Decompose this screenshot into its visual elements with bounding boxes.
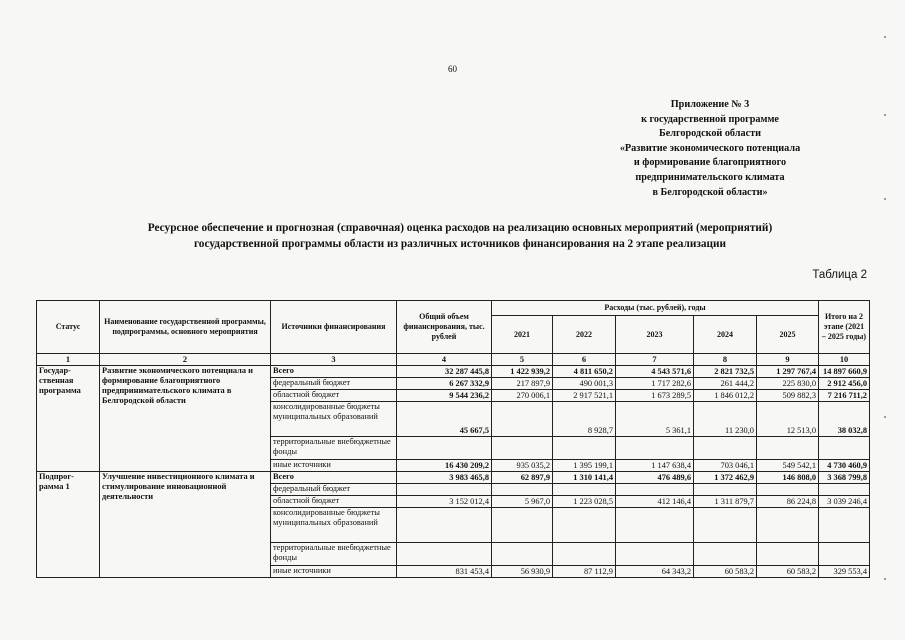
year-value-cell xyxy=(694,543,757,566)
year-value-cell: 1 846 012,2 xyxy=(694,390,757,402)
column-number: 4 xyxy=(397,354,492,366)
source-cell: территориальные внебюджетные фонды xyxy=(271,437,397,460)
year-value-cell xyxy=(492,508,553,543)
source-cell: консолидированные бюджеты муниципальных образований xyxy=(271,508,397,543)
stage-total-cell: 3 039 246,4 xyxy=(819,496,870,508)
column-number-row xyxy=(37,354,870,366)
header-source: Источники финансирования xyxy=(271,301,397,354)
year-value-cell xyxy=(553,543,616,566)
source-cell: иные источники xyxy=(271,566,397,578)
total-value-cell: 6 267 332,9 xyxy=(397,378,492,390)
header-year: 2021 xyxy=(492,316,553,354)
stage-total-cell: 4 730 460,9 xyxy=(819,460,870,472)
year-value-cell: 703 046,1 xyxy=(694,460,757,472)
table-row xyxy=(37,472,870,484)
year-value-cell xyxy=(492,402,553,437)
total-value-cell: 831 453,4 xyxy=(397,566,492,578)
year-value-cell xyxy=(553,508,616,543)
header-total: Общий объем финансирования, тыс. рублей xyxy=(397,301,492,354)
year-value-cell xyxy=(553,437,616,460)
year-value-cell xyxy=(492,437,553,460)
year-value-cell: 1 223 028,5 xyxy=(553,496,616,508)
scan-speck xyxy=(884,198,886,200)
year-value-cell xyxy=(757,437,819,460)
total-value-cell: 45 667,5 xyxy=(397,402,492,437)
year-value-cell: 2 821 732,5 xyxy=(694,366,757,378)
appendix-line: «Развитие экономического потенциала xyxy=(619,142,801,154)
column-number: 2 xyxy=(100,354,271,366)
year-value-cell: 412 146,4 xyxy=(616,496,694,508)
column-number: 1 xyxy=(37,354,100,366)
year-value-cell: 261 444,2 xyxy=(694,378,757,390)
stage-total-cell: 329 553,4 xyxy=(819,566,870,578)
year-value-cell: 5 361,1 xyxy=(616,402,694,437)
total-value-cell xyxy=(397,508,492,543)
appendix-line: и формирование благоприятного xyxy=(633,157,787,169)
year-value-cell: 4 811 650,2 xyxy=(553,366,616,378)
scan-speck xyxy=(884,578,886,580)
total-value-cell xyxy=(397,484,492,496)
page-number: 60 xyxy=(448,64,457,74)
year-value-cell xyxy=(616,437,694,460)
total-value-cell: 16 430 209,2 xyxy=(397,460,492,472)
year-value-cell xyxy=(694,508,757,543)
header-stage-total: Итого на 2 этапе (2021 – 2025 годы) xyxy=(819,301,870,354)
year-value-cell: 509 882,3 xyxy=(757,390,819,402)
header-status: Статус xyxy=(37,301,100,354)
year-value-cell: 225 830,0 xyxy=(757,378,819,390)
year-value-cell: 8 928,7 xyxy=(553,402,616,437)
header-expenses: Расходы (тыс. рублей), годы xyxy=(492,301,819,316)
column-number: 6 xyxy=(553,354,616,366)
year-value-cell xyxy=(616,484,694,496)
stage-total-cell xyxy=(819,508,870,543)
stage-total-cell xyxy=(819,484,870,496)
source-cell: консолидированные бюджеты муниципальных образований xyxy=(271,402,397,437)
year-value-cell: 86 224,8 xyxy=(757,496,819,508)
source-cell: Всего xyxy=(271,366,397,378)
header-name: Наименование государственной программы, подпрограммы, основного мероприятия xyxy=(100,301,271,354)
year-value-cell xyxy=(694,484,757,496)
stage-total-cell: 38 032,8 xyxy=(819,402,870,437)
year-value-cell: 56 930,9 xyxy=(492,566,553,578)
total-value-cell xyxy=(397,543,492,566)
total-value-cell: 3 983 465,8 xyxy=(397,472,492,484)
appendix-heading xyxy=(560,98,860,200)
year-value-cell: 1 717 282,6 xyxy=(616,378,694,390)
year-value-cell: 87 112,9 xyxy=(553,566,616,578)
header-year: 2022 xyxy=(553,316,616,354)
column-number: 10 xyxy=(819,354,870,366)
appendix-line: Белгородской области xyxy=(659,128,761,140)
year-value-cell: 217 897,9 xyxy=(492,378,553,390)
funding-table xyxy=(36,300,870,578)
source-cell: иные источники xyxy=(271,460,397,472)
year-value-cell: 549 542,1 xyxy=(757,460,819,472)
stage-total-cell: 14 897 660,9 xyxy=(819,366,870,378)
header-year: 2023 xyxy=(616,316,694,354)
year-value-cell: 60 583,2 xyxy=(757,566,819,578)
source-cell: территориальные внебюджетные фонды xyxy=(271,543,397,566)
header-year: 2024 xyxy=(694,316,757,354)
year-value-cell: 935 035,2 xyxy=(492,460,553,472)
status-cell: Государ-ственная программа xyxy=(37,366,100,472)
year-value-cell xyxy=(757,484,819,496)
year-value-cell: 12 513,0 xyxy=(757,402,819,437)
total-value-cell: 32 287 445,8 xyxy=(397,366,492,378)
program-name-cell: Развитие экономического потенциала и формирование благоприятного предпринимательского климата в Белгородской области xyxy=(100,366,271,472)
year-value-cell: 1 311 879,7 xyxy=(694,496,757,508)
scan-speck xyxy=(884,114,886,116)
appendix-line: к государственной программе xyxy=(641,113,779,125)
year-value-cell xyxy=(757,508,819,543)
source-cell: областной бюджет xyxy=(271,390,397,402)
total-value-cell: 3 152 012,4 xyxy=(397,496,492,508)
column-number: 8 xyxy=(694,354,757,366)
year-value-cell: 146 808,0 xyxy=(757,472,819,484)
stage-total-cell xyxy=(819,543,870,566)
year-value-cell: 1 147 638,4 xyxy=(616,460,694,472)
source-cell: областной бюджет xyxy=(271,496,397,508)
scan-speck xyxy=(884,416,886,418)
year-value-cell: 1 395 199,1 xyxy=(553,460,616,472)
year-value-cell: 1 422 939,2 xyxy=(492,366,553,378)
status-cell: Подпрог-рамма 1 xyxy=(37,472,100,578)
year-value-cell xyxy=(492,543,553,566)
appendix-line: в Белгородской области» xyxy=(652,186,768,198)
year-value-cell: 62 897,9 xyxy=(492,472,553,484)
year-value-cell: 490 001,3 xyxy=(553,378,616,390)
year-value-cell xyxy=(553,484,616,496)
year-value-cell: 476 489,6 xyxy=(616,472,694,484)
year-value-cell: 64 343,2 xyxy=(616,566,694,578)
stage-total-cell: 2 912 456,0 xyxy=(819,378,870,390)
header-year: 2025 xyxy=(757,316,819,354)
appendix-line: предпринимательского климата xyxy=(635,171,785,183)
source-cell: Всего xyxy=(271,472,397,484)
title-line: Ресурсное обеспечение и прогнозная (справочная) оценка расходов на реализацию основных мероприятий (мероприятий) xyxy=(147,222,773,234)
column-number: 9 xyxy=(757,354,819,366)
year-value-cell xyxy=(492,484,553,496)
title-line: государственной программы области из различных источников финансирования на 2 этапе реализации xyxy=(193,238,727,250)
program-name-cell: Улучшение инвестиционного климата и стимулирование инновационной деятельности xyxy=(100,472,271,578)
stage-total-cell: 3 368 799,8 xyxy=(819,472,870,484)
column-number: 7 xyxy=(616,354,694,366)
table-body xyxy=(37,354,870,578)
year-value-cell: 11 230,0 xyxy=(694,402,757,437)
year-value-cell: 1 297 767,4 xyxy=(757,366,819,378)
table-label: Таблица 2 xyxy=(812,269,867,281)
year-value-cell xyxy=(757,543,819,566)
year-value-cell: 60 583,2 xyxy=(694,566,757,578)
column-number: 5 xyxy=(492,354,553,366)
column-number: 3 xyxy=(271,354,397,366)
year-value-cell: 5 967,0 xyxy=(492,496,553,508)
total-value-cell: 9 544 236,2 xyxy=(397,390,492,402)
stage-total-cell: 7 216 711,2 xyxy=(819,390,870,402)
source-cell: федеральный бюджет xyxy=(271,484,397,496)
total-value-cell xyxy=(397,437,492,460)
year-value-cell: 4 543 571,6 xyxy=(616,366,694,378)
source-cell: федеральный бюджет xyxy=(271,378,397,390)
year-value-cell: 270 006,1 xyxy=(492,390,553,402)
year-value-cell: 1 673 289,5 xyxy=(616,390,694,402)
stage-total-cell xyxy=(819,437,870,460)
year-value-cell xyxy=(616,508,694,543)
document-title xyxy=(60,220,860,252)
year-value-cell: 1 372 462,9 xyxy=(694,472,757,484)
scan-speck xyxy=(884,36,886,38)
appendix-line: Приложение № 3 xyxy=(670,99,750,110)
year-value-cell: 1 310 141,4 xyxy=(553,472,616,484)
year-value-cell xyxy=(616,543,694,566)
year-value-cell xyxy=(694,437,757,460)
year-value-cell: 2 917 521,1 xyxy=(553,390,616,402)
table-row xyxy=(37,366,870,378)
